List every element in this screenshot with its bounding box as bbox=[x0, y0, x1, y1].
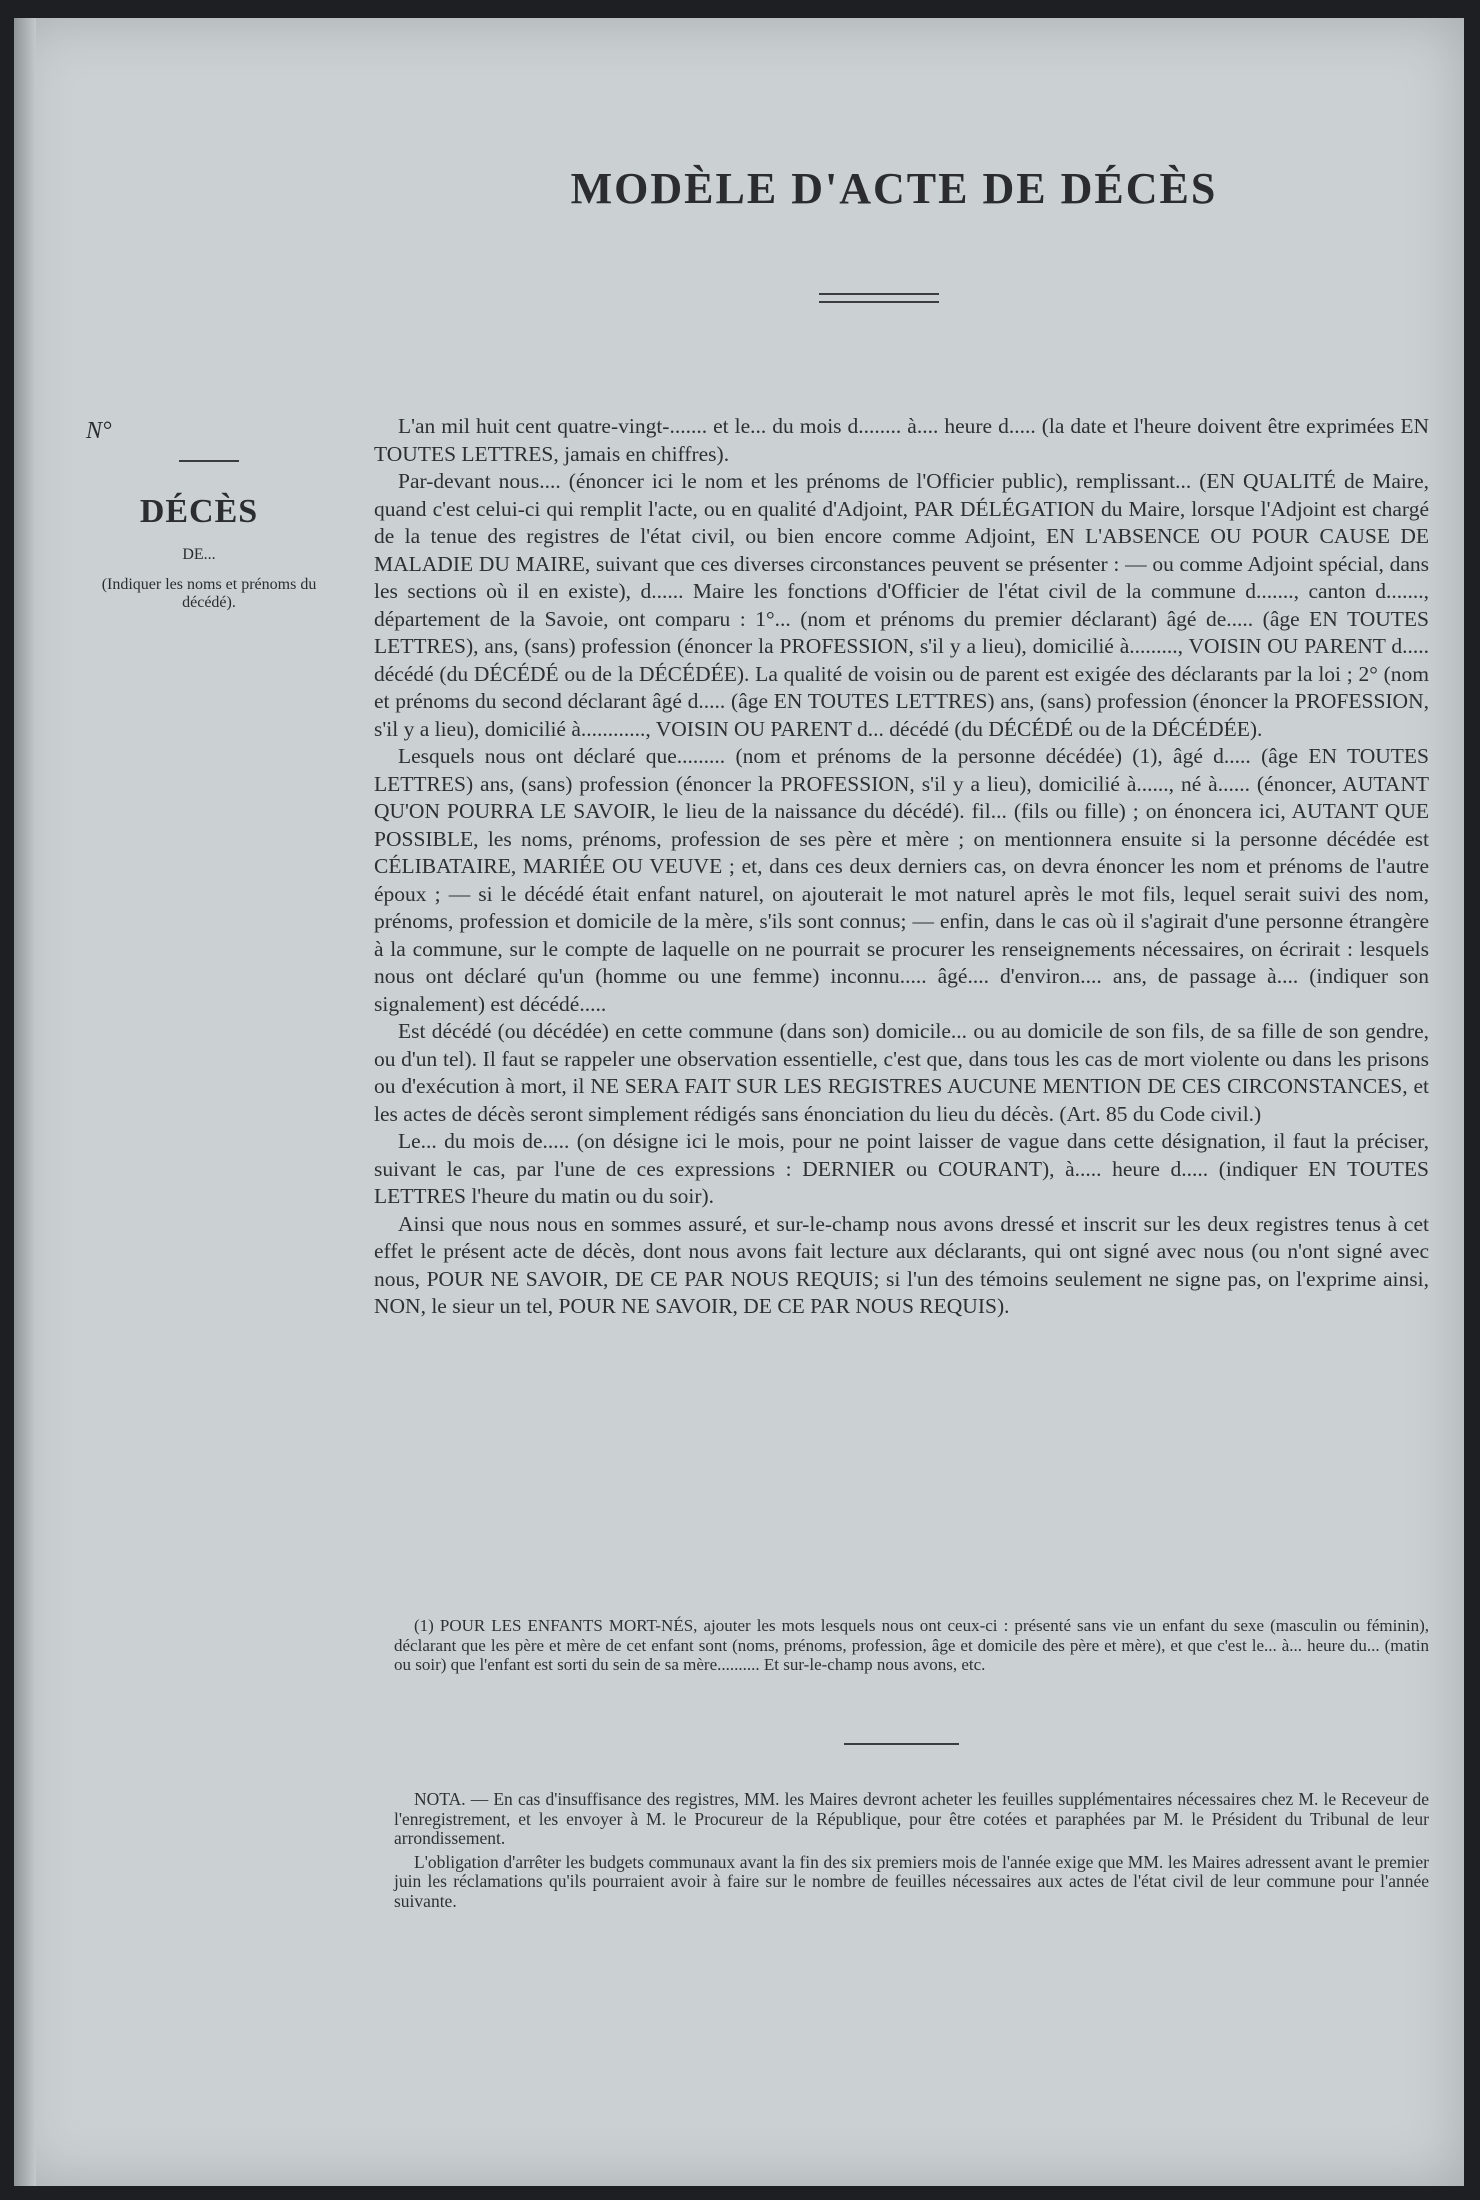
margin-deces-heading: DÉCÈS bbox=[139, 493, 259, 530]
margin-number-label: N° bbox=[86, 418, 112, 444]
act-body-text bbox=[374, 413, 1429, 1321]
margin-instruction-note: (Indiquer les noms et prénoms du décédé). bbox=[101, 576, 317, 611]
body-paragraph-place: Est décédé (ou décédée) en cette commune (dans son) domicile... ou au domicile de son fils, de sa fille de son gendre, ou d'un tel). Il faut se rappeler une observation essentielle, c'est que, dans tous les cas de mort violente ou dans les prisons ou d'exécution à mort, il NE SERA FAIT SUR LES REGISTRES AUCUNE MENTION DE CES CIRCONSTANCES, et les actes de décès seront simplement rédigés sans énonciation du lieu du décès. (Art. 85 du Code civil.) bbox=[374, 1019, 1429, 1126]
footnote-rule bbox=[844, 1743, 959, 1745]
nota-paragraph-budgets: L'obligation d'arrêter les budgets communaux avant la fin des six premiers mois de l'année exige que MM. les Maires adressent avant le premier juin les réclamations qu'ils pourraient avoir à faire sur le nombre de feuilles nécessaires aux actes de l'état civil de leur commune pour l'année suivante. bbox=[394, 1851, 1429, 1911]
body-paragraph-officer: Par-devant nous.... (énoncer ici le nom et les prénoms de l'Officier public), remplissant... (EN QUALITÉ de Maire, quand c'est celui-ci qui remplit l'acte, ou en qualité d'Adjoint, PAR DÉLÉGATION du Maire, lorsque l'Adjoint est chargé de la tenue des registres de l'état civil, ou bien encore comme Adjoint, EN L'ABSENCE OU POUR CAUSE DE MALADIE DU MAIRE, suivant que ces diverses circonstances peuvent se présenter : — ou comme Adjoint spécial, dans les sections où il en existe), d...... Maire les fonctions d'Officier de l'état civil de la commune d......., canton d......., département de la Savoie, ont comparu : 1°... (nom et prénoms du premier déclarant) âgé de..... (âge EN TOUTES LETTRES), ans, (sans) profession (énoncer la PROFESSION, s'il y a lieu), domicilié à........., VOISIN OU PARENT d..... décédé (du DÉCÉDÉ ou de la DÉCÉDÉE). La qualité de voisin ou de parent est exigée des déclarants par la loi ; 2° (nom et prénoms du second déclarant âgé d..... (âge EN TOUTES LETTRES) ans, (sans) profession (énoncer la PROFESSION, s'il y a lieu), domicilié à............, VOISIN OU PARENT d... décédé (du DÉCÉDÉ ou de la DÉCÉDÉE). bbox=[374, 469, 1429, 741]
body-paragraph-declaration: Lesquels nous ont déclaré que......... (nom et prénoms de la personne décédée) (1), âgé d..... (âge EN TOUTES LETTRES) ans, (sans) profession (énoncer la PROFESSION, s'il y a lieu), domicilié à......, né à...... (énoncer, AUTANT QU'ON POURRA LE SAVOIR, le lieu de la naissance du décédé). fil... (fils ou fille) ; on énoncera ici, AUTANT QUE POSSIBLE, les noms, prénoms, profession de ses père et mère ; on mentionnera ensuite si la personne décédée est CÉLIBATAIRE, MARIÉE OU VEUVE ; et, dans ces deux derniers cas, on devra énoncer les nom et prénoms de l'autre époux ; — si le décédé était enfant naturel, on ajouterait le mot naturel après le mot fils, lequel serait suivi des nom, prénoms, profession et domicile de la mère, s'ils sont connus; — enfin, dans le cas où il s'agirait d'une personne étrangère à la commune, sur le compte de laquelle on ne pourrait se procurer les renseignements nécessaires, on écrirait : lesquels nous ont déclaré qu'un (homme ou une femme) inconnu..... âgé.... d'environ.... ans, de passage à.... (indiquer son signalement) est décédé..... bbox=[374, 744, 1429, 1016]
body-paragraph-signature: Ainsi que nous nous en sommes assuré, et sur-le-champ nous avons dressé et inscrit sur les deux registres tenus à cet effet le présent acte de décès, dont nous avons fait lecture aux déclarants, qui ont signé avec nous (ou n'ont signé avec nous, POUR NE SAVOIR, DE CE PAR NOUS REQUIS; si l'un des témoins seulement ne signe pas, on l'exprime ainsi, NON, le sieur un tel, POUR NE SAVOIR, DE CE PAR NOUS REQUIS). bbox=[374, 1211, 1429, 1318]
margin-rule bbox=[179, 460, 239, 462]
body-paragraph-time: Le... du mois de..... (on désigne ici le mois, pour ne point laisser de vague dans cette désignation, il faut la préciser, suivant le cas, par l'une de ces expressions : DERNIER ou COURANT), à..... heure d..... (indiquer EN TOUTES LETTRES l'heure du matin ou du soir). bbox=[374, 1129, 1429, 1208]
body-paragraph-date: L'an mil huit cent quatre-vingt-....... et le... du mois d........ à.... heure d..... (la date et l'heure doivent être exprimées EN TOUTES LETTRES, jamais en chiffres). bbox=[374, 414, 1429, 466]
page-title: MODÈLE D'ACTE DE DÉCÈS bbox=[570, 164, 1218, 213]
document-page bbox=[14, 18, 1464, 2186]
footnote bbox=[394, 1616, 1429, 1675]
nota-section bbox=[394, 1790, 1429, 1915]
margin-de-label: DE... bbox=[182, 546, 216, 563]
footnote-text: (1) POUR LES ENFANTS MORT-NÉS, ajouter les mots lesquels nous ont ceux-ci : présenté sans vie un enfant du sexe (masculin ou féminin), déclarant que les père et mère de cet enfant sont (noms, prénoms, profession, âge et domicile des père et mère), et que c'est le... à... heure du... (matin ou soir) que l'enfant est sorti du sein de sa mère.......... Et sur-le-champ nous avons, etc. bbox=[394, 1616, 1429, 1674]
binding-spine bbox=[14, 18, 36, 2186]
nota-paragraph-registers: NOTA. — En cas d'insuffisance des registres, MM. les Maires devront acheter les feuilles supplémentaires nécessaires chez M. le Receveur de l'enregistrement, et les envoyer à M. le Procureur de la République, pour être cotées et paraphées par M. le Président du Tribunal de leur arrondissement. bbox=[394, 1789, 1429, 1848]
title-double-rule bbox=[819, 293, 939, 303]
